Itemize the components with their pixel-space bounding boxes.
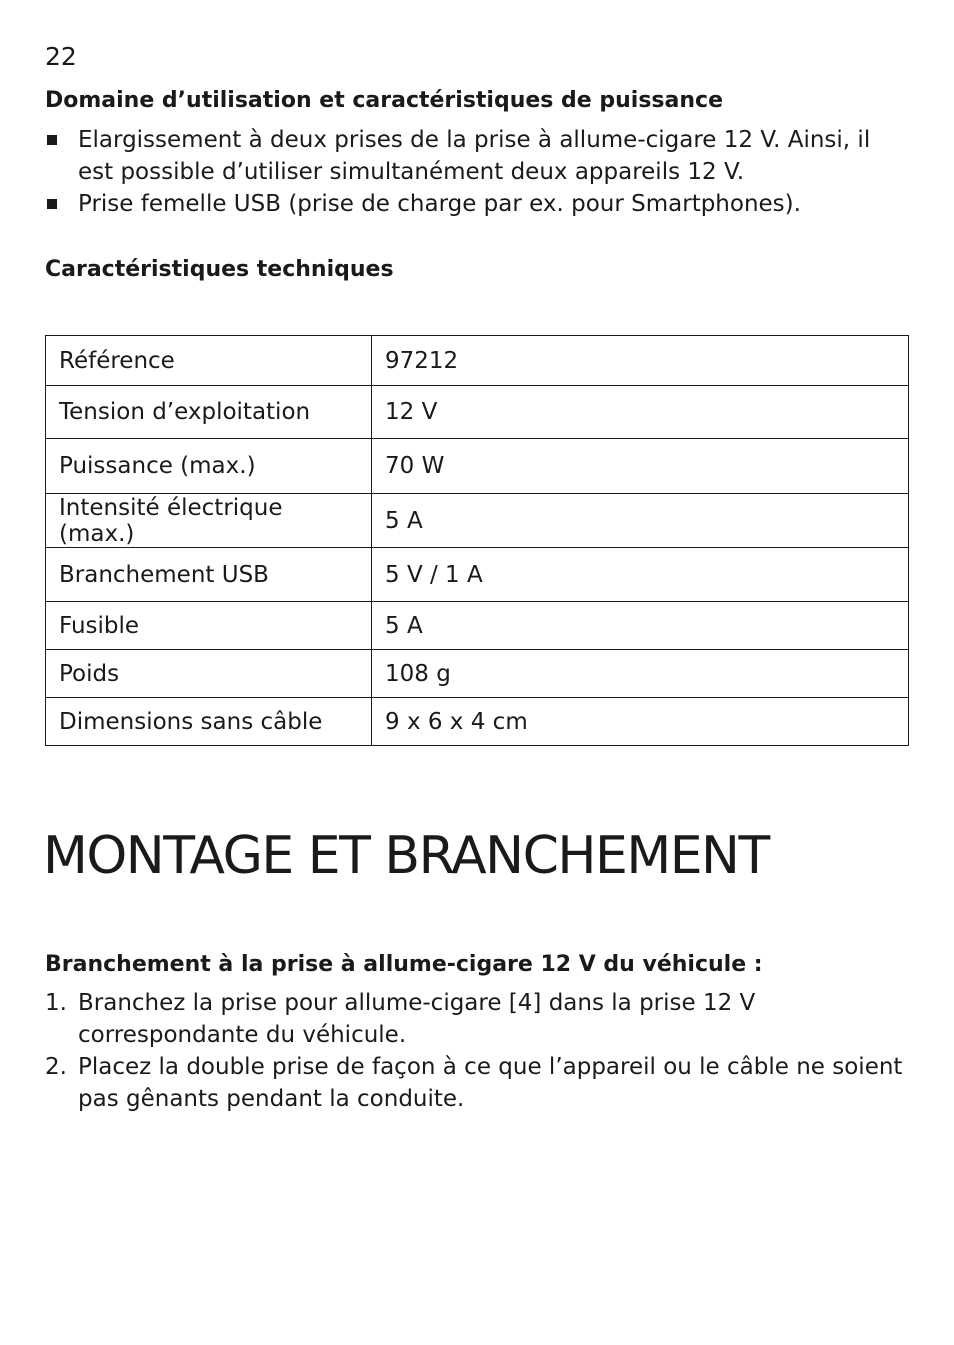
spec-value: 108 g: [372, 650, 909, 698]
step-text: Branchez la prise pour allume-cigare [4] dans la prise 12 V correspondante du véhicule.: [78, 990, 756, 1048]
table-row: [46, 494, 909, 548]
spec-label: Tension d’exploitation: [46, 386, 372, 439]
bullet-square-icon: [47, 199, 57, 209]
bullet-text: Elargissement à deux prises de la prise à allume-cigare 12 V. Ainsi, il est possible d’utiliser simultanément deux appareils 12 V.: [78, 127, 871, 185]
spec-label: Référence: [46, 336, 372, 386]
spec-label: Branchement USB: [46, 548, 372, 602]
spec-value: 70 W: [372, 439, 909, 494]
usage-bullet-list: [45, 124, 909, 220]
spec-label: Fusible: [46, 602, 372, 650]
table-row: [46, 336, 909, 386]
spec-value: 5 A: [372, 494, 909, 548]
spec-value: 5 A: [372, 602, 909, 650]
spec-label: Intensité électrique (max.): [46, 494, 372, 548]
table-row: [46, 650, 909, 698]
montage-title: MONTAGE ET BRANCHEMENT: [43, 826, 769, 886]
list-item: [45, 124, 909, 188]
spec-label: Puissance (max.): [46, 439, 372, 494]
usage-heading: Domaine d’utilisation et caractéristiques de puissance: [45, 88, 723, 113]
step-text: Placez la double prise de façon à ce que l’appareil ou le câble ne soient pas gênants pendant la conduite.: [78, 1054, 903, 1112]
bullet-square-icon: [47, 135, 57, 145]
table-row: [46, 439, 909, 494]
list-item: [45, 987, 909, 1051]
spec-value: 12 V: [372, 386, 909, 439]
specs-table: [45, 335, 909, 746]
montage-steps-list: [45, 987, 909, 1115]
table-row: [46, 602, 909, 650]
montage-subheading: Branchement à la prise à allume-cigare 12 V du véhicule :: [45, 952, 763, 977]
spec-label: Dimensions sans câble: [46, 698, 372, 746]
specs-heading: Caractéristiques techniques: [45, 257, 394, 282]
page-number: 22: [45, 42, 77, 71]
bullet-text: Prise femelle USB (prise de charge par ex. pour Smartphones).: [78, 191, 801, 217]
table-row: [46, 386, 909, 439]
step-number: 1.: [45, 990, 67, 1016]
list-item: [45, 1051, 909, 1115]
list-item: [45, 188, 909, 220]
spec-label: Poids: [46, 650, 372, 698]
table-row: [46, 548, 909, 602]
spec-value: 9 x 6 x 4 cm: [372, 698, 909, 746]
spec-value: 5 V / 1 A: [372, 548, 909, 602]
table-row: [46, 698, 909, 746]
spec-value: 97212: [372, 336, 909, 386]
step-number: 2.: [45, 1054, 67, 1080]
